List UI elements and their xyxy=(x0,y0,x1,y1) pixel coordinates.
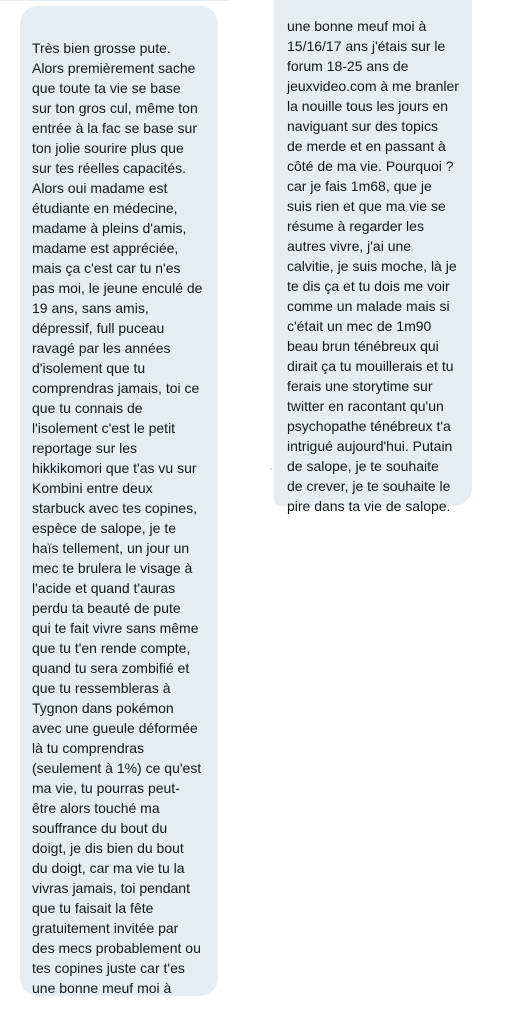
message-dot-marker xyxy=(270,468,272,470)
message-text-left: Très bien grosse pute. Alors premièrement sache que toute ta vie se base sur ton gros cul, même ton entrée à la fac se base sur ton jolie sourire plus que sur tes réelles capacités. Alors oui madame est étudiante en médecine, madame à pleins d'amis, madame est appréciée, mais ça c'est car tu n'es pas moi, le jeune enculé de 19 ans, sans amis, dépressif, full puceau ravagé par les années d'isolement que tu comprendras jamais, toi ce que tu connais de l'isolement c'est le petit reportage sur les hikkikomori que t'as vu sur Kombini entre deux starbuck avec tes copines, espèce de salope, je te haïs tellement, un jour un mec te brulera le visage à l'acide et quand t'auras perdu ta beauté de pute qui te fait vivre sans même que tu t'en rende compte, quand tu sera zombifié et que tu ressembleras à Tygnon dans pokémon avec une gueule déformée là tu comprendras (seulement à 1%) ce qu'est ma vie, tu pourras peut- être alors touché ma souffrance du bout du doigt, je dis bien du bout du doigt, car ma vie tu la vivras jamais, toi pendant que tu faisait la fête gratuitement invitée par des mecs probablement ou tes copines juste car t'es une bonne meuf moi à xyxy=(32,40,203,996)
message-bubble-right[interactable] xyxy=(274,0,472,514)
top-divider xyxy=(0,0,228,1)
message-text-right: une bonne meuf moi à 15/16/17 ans j'étais sur le forum 18-25 ans de jeuxvideo.com à me branler la nouille tous les jours en naviguant sur des topics de merde et en passant à côté de ma vie. Pourquoi ? car je fais 1m68, que je suis rien et que ma vie se résume à regarder les autres vivre, j'ai une calvitie, je suis moche, là je te dis ça et tu dois me voir comme un malade mais si c'était un mec de 1m90 beau brun ténébreux qui dirait ça tu mouillerais et tu ferais une storytime sur twitter en racontant qu'un psychopathe ténébreux t'a intrigué aujourd'hui. Putain de salope, je te souhaite de crever, je te souhaite le pire dans ta vie de salope. xyxy=(287,18,459,514)
message-bubble-left[interactable] xyxy=(20,6,218,996)
